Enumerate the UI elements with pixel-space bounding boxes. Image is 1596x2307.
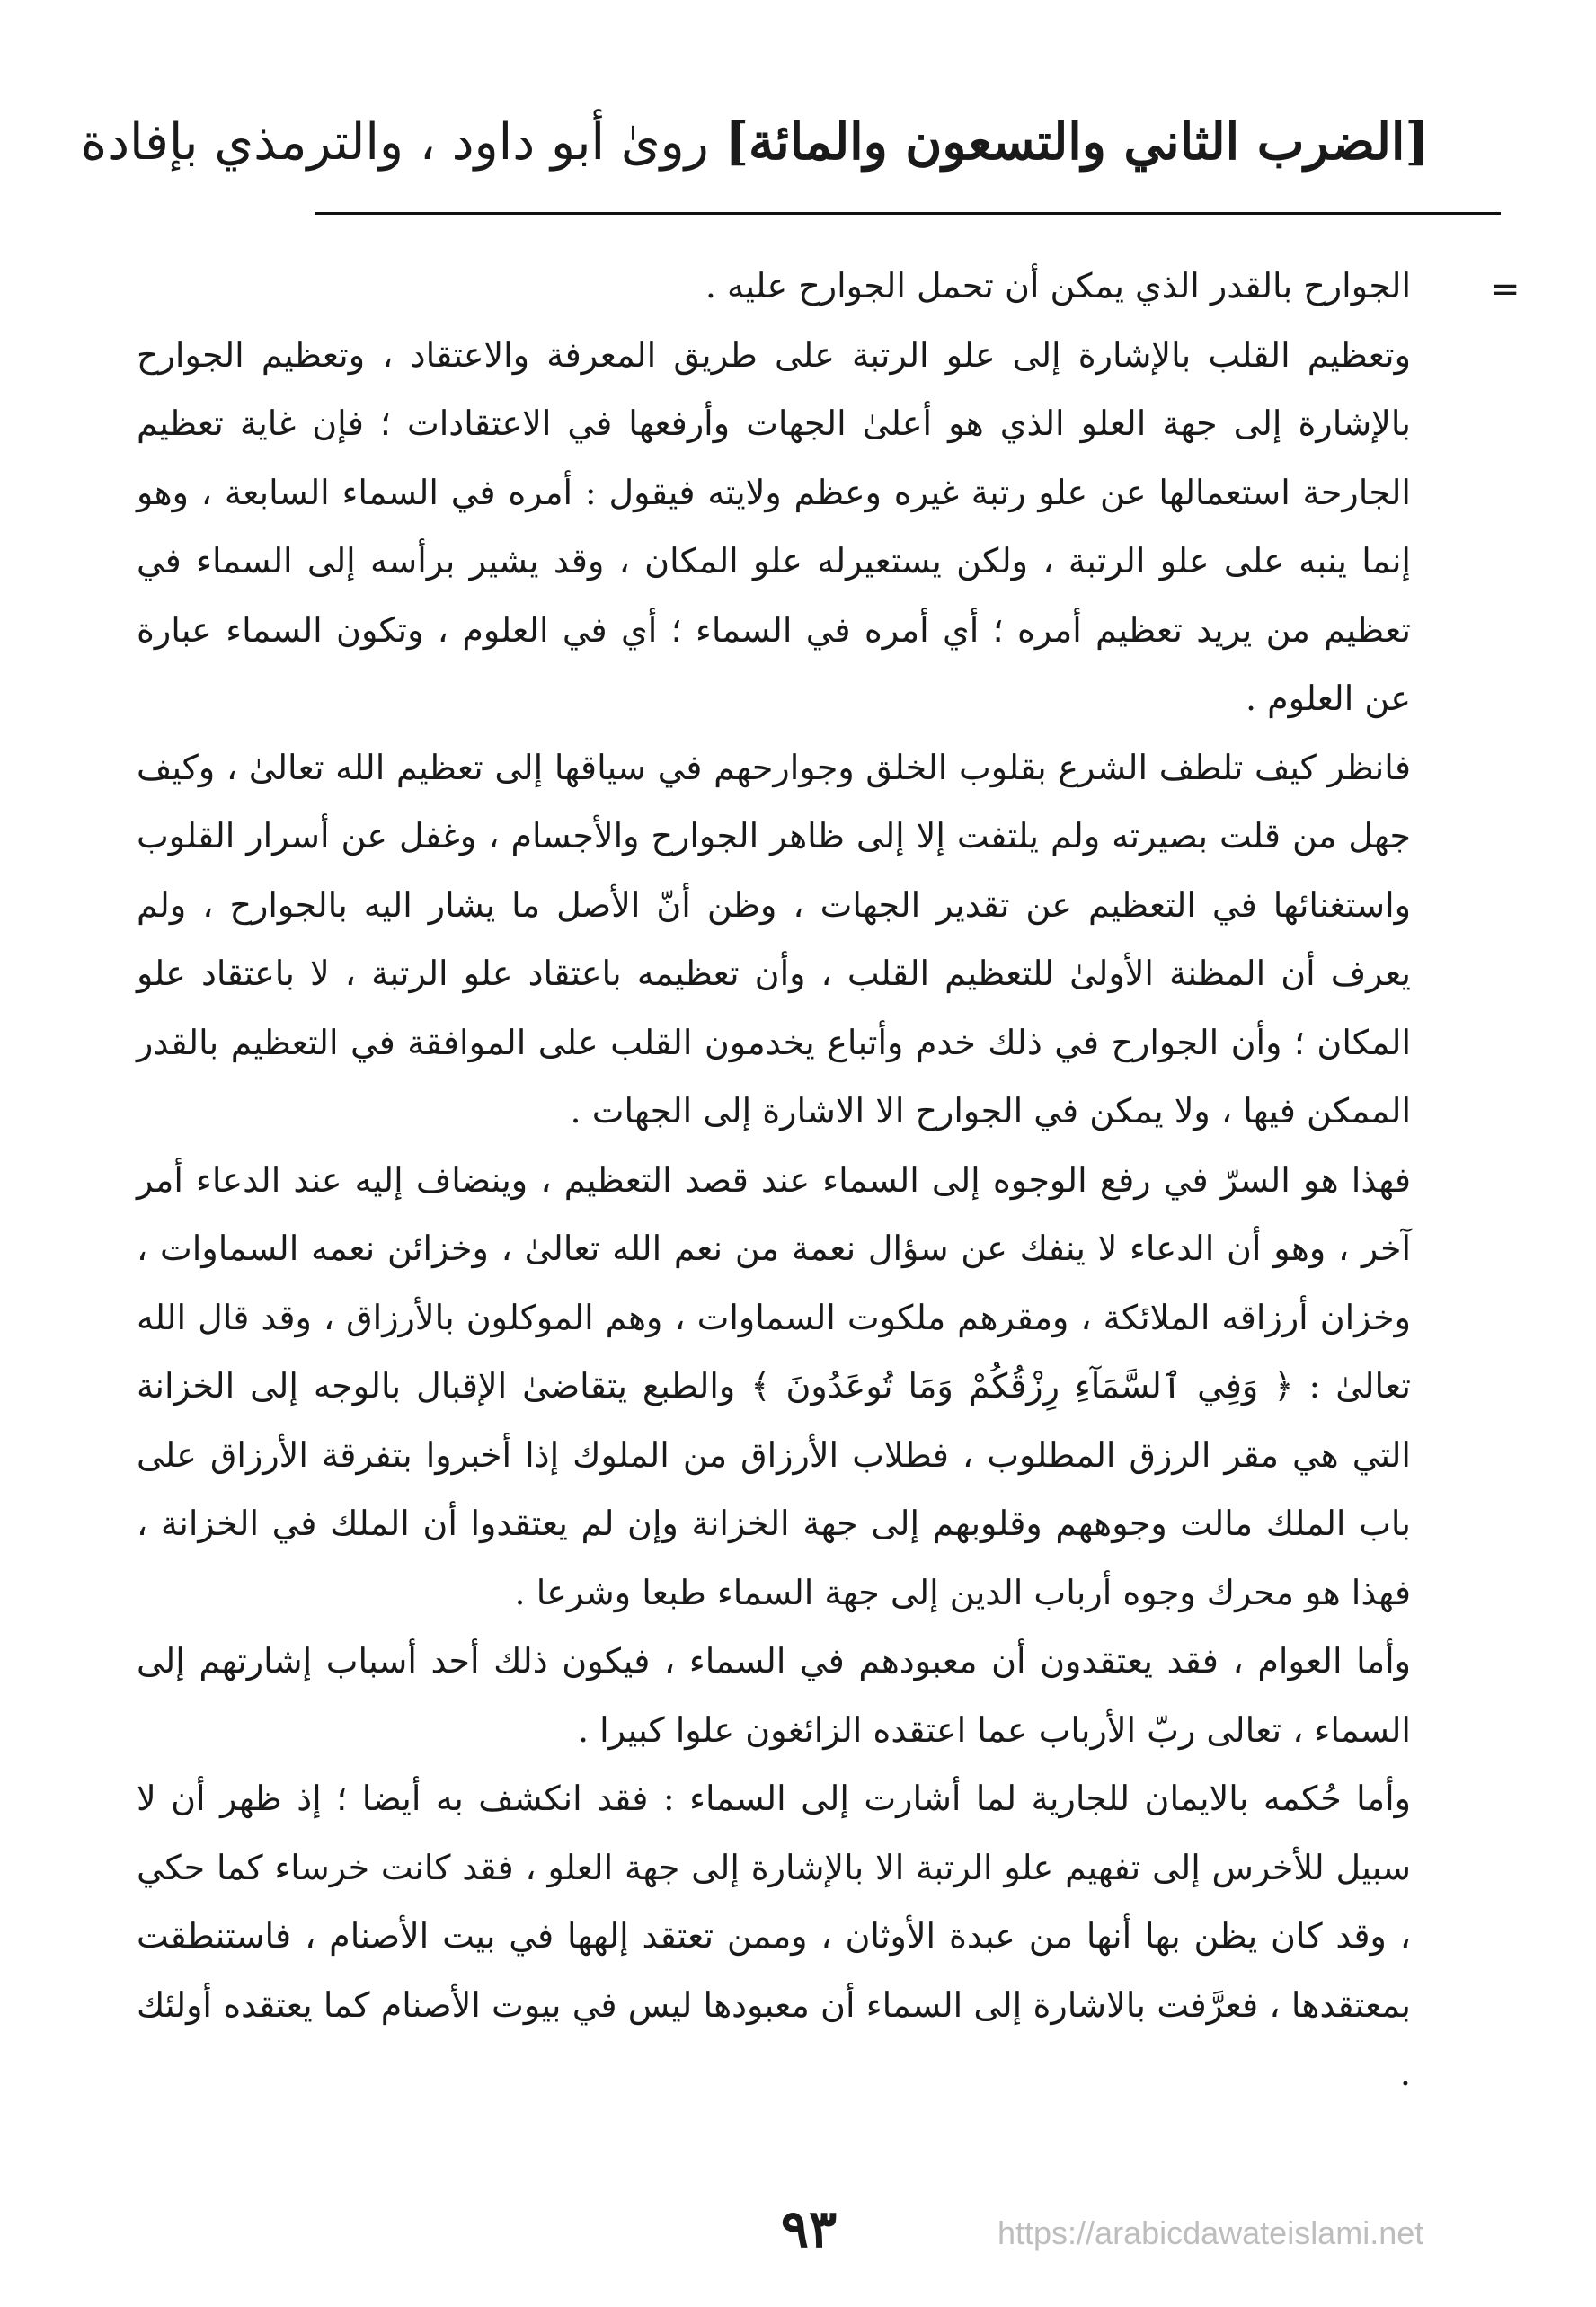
- header-continuation-text: روىٰ أبو داود ، والترمذي بإفادة: [80, 113, 709, 172]
- paragraph: وأما العوام ، فقد يعتقدون أن معبودهم في السماء ، فيكون ذلك أحد أسباب إشارتهم إلى السماء ، تعالى ربّ الأرباب عما اعتقده الزائغون علوا كبيرا .: [137, 1641, 1411, 1750]
- header-divider: [315, 212, 1501, 215]
- running-header: [80, 106, 1429, 179]
- paragraph: الجوارح بالقدر الذي يمكن أن تحمل الجوارح عليه .: [705, 266, 1411, 306]
- header-chapter-title: [الضرب الثاني والتسعون والمائة]: [724, 112, 1429, 172]
- footnote-continuation-mark: =: [1490, 269, 1521, 310]
- paragraph: فانظر كيف تلطف الشرع بقلوب الخلق وجوارحهم في سياقها إلى تعظيم الله تعالىٰ ، وكيف جهل من قلت بصيرته ولم يلتفت إلا إلى ظاهر الجوارح والأجسام ، وغفل عن أسرار القلوب واستغنائها في التعظيم عن تقدير الجهات ، وظن أنّ الأصل ما يشار اليه بالجوارح ، ولم يعرف أن المظنة الأولىٰ للتعظيم القلب ، وأن تعظيمه باعتقاد علو الرتبة ، لا باعتقاد علو المكان ؛ وأن الجوارح في ذلك خدم وأتباع يخدمون القلب على الموافقة في التعظيم بالقدر الممكن فيها ، ولا يمكن في الجوارح الا الاشارة إلى الجهات .: [137, 747, 1411, 1131]
- body-text: [137, 252, 1411, 2108]
- paragraph: وتعظيم القلب بالإشارة إلى علو الرتبة على طريق المعرفة والاعتقاد ، وتعظيم الجوارح بالإشارة إلى جهة العلو الذي هو أعلىٰ الجهات وأرفعها في الاعتقادات ؛ فإن غاية تعظيم الجارحة استعمالها عن علو رتبة غيره وعظم ولايته فيقول : أمره في السماء السابعة ، وهو إنما ينبه على علو الرتبة ، ولكن يستعيرله علو المكان ، وقد يشير برأسه إلى السماء في تعظيم من يريد تعظيم أمره ؛ أي أمره في السماء ؛ أي في العلوم ، وتكون السماء عبارة عن العلوم .: [137, 334, 1411, 718]
- paragraph: فهذا هو السرّ في رفع الوجوه إلى السماء عند قصد التعظيم ، وينضاف إليه عند الدعاء أمر آخر ، وهو أن الدعاء لا ينفك عن سؤال نعمة من نعم الله تعالىٰ ، وخزائن نعمه السماوات ، وخزان أرزاقه الملائكة ، ومقرهم ملكوت السماوات ، وهم الموكلون بالأرزاق ، وقد قال الله تعالىٰ : ﴿ وَفِي ٱلسَّمَآءِ رِزْقُكُمْ وَمَا تُوعَدُونَ ﴾ والطبع يتقاضىٰ الإقبال بالوجه إلى الخزانة التي هي مقر الرزق المطلوب ، فطلاب الأرزاق من الملوك إذا أخبروا بتفرقة الأرزاق على باب الملك مالت وجوههم وقلوبهم إلى جهة الخزانة وإن لم يعتقدوا أن الملك في الخزانة ، فهذا هو محرك وجوه أرباب الدين إلى جهة السماء طبعا وشرعا .: [137, 1159, 1411, 1612]
- watermark-url: https://arabicdawateislami.net: [998, 2214, 1424, 2251]
- page-number: ٩٣: [780, 2198, 838, 2259]
- paragraph: وأما حُكمه بالايمان للجارية لما أشارت إلى السماء : فقد انكشف به أيضا ؛ إذ ظهر أن لا سبيل للأخرس إلى تفهيم علو الرتبة الا بالإشارة إلى جهة العلو ، فقد كانت خرساء كما حكي ، وقد كان يظن بها أنها من عبدة الأوثان ، وممن تعتقد إلهها في بيت الأصنام ، فاستنطقت بمعتقدها ، فعرَّفت بالاشارة إلى السماء أن معبودها ليس في بيوت الأصنام كما يعتقده أولئك .: [137, 1779, 1411, 2093]
